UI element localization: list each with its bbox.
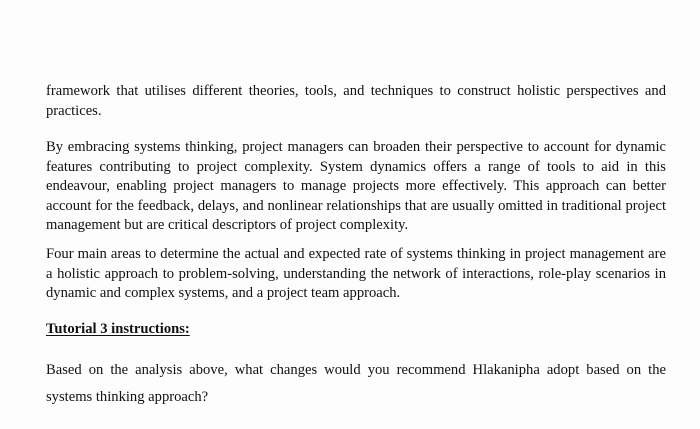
paragraph-four-main-areas: Four main areas to determine the actual and expected rate of systems thinking in project management are a holistic approach to problem-solving, understanding the network of interactions, role-play scenarios in dynamic and complex systems, and a project team approach. <box>46 246 666 301</box>
tutorial-question: Based on the analysis above, what changes would you recommend Hlakanipha adopt based on the systems thinking approach? <box>46 362 666 405</box>
paragraph-framework: framework that utilises different theories, tools, and techniques to construct holistic perspectives and practices. <box>46 83 666 119</box>
paragraph-systems-thinking: By embracing systems thinking, project managers can broaden their perspective to account for dynamic features contributing to project complexity. System dynamics offers a range of tools to aid in this endeavour, enabling project managers to manage projects more effectively. This approach can better account for the feedback, delays, and nonlinear relationships that are usually omitted in traditional project management but are critical descriptors of project complexity. <box>46 139 666 233</box>
tutorial-heading: Tutorial 3 instructions: <box>46 321 190 337</box>
